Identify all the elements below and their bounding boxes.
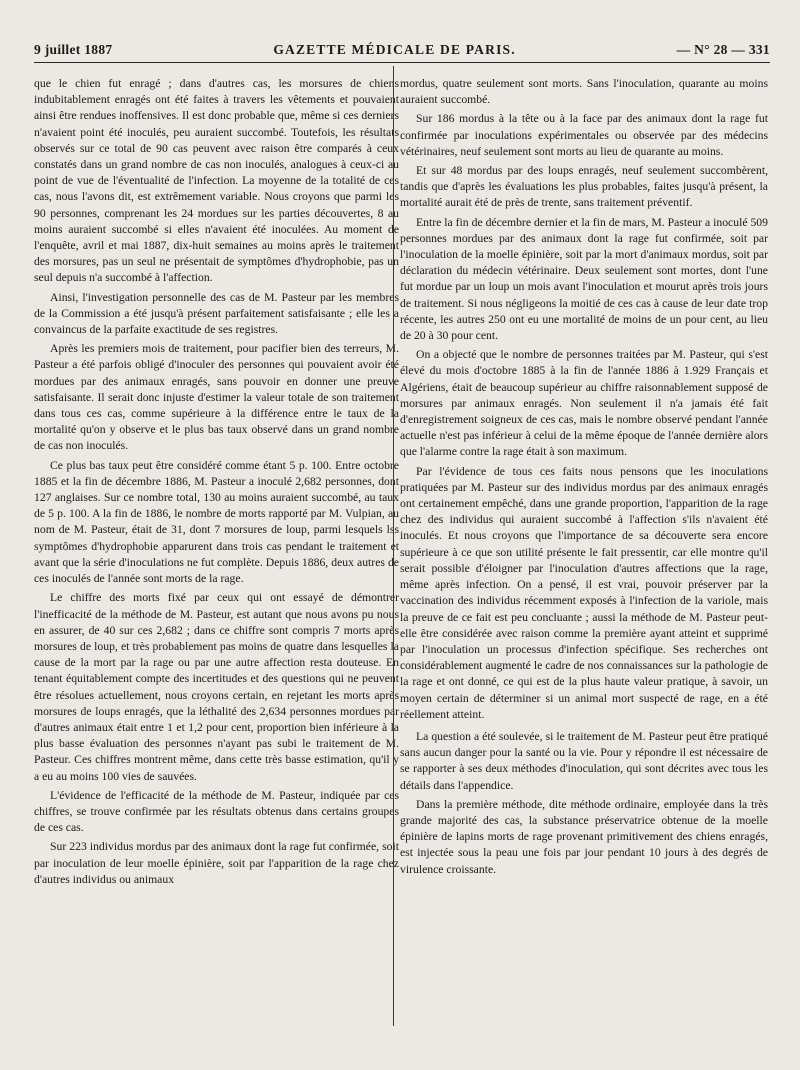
header-rule [34,62,770,63]
column-divider [393,66,394,1026]
paragraph: Ainsi, l'investigation personnelle des cas de M. Pasteur par les membres de la Commission a été jusqu'à présent parfaitement satisfaisante ; elle les a convaincus de la parfaite exactitude de ses registres. [34,290,399,337]
header-page-number: — N° 28 — 331 [676,42,770,57]
paragraph: Et sur 48 mordus par des loups enragés, neuf seulement succombèrent, tandis que d'après les évaluations les plus probables, faites jusqu'à présent, la mortalité aurait été de près de trente, sans traitement préventif. [400,164,768,210]
paragraph: Le chiffre des morts fixé par ceux qui ont essayé de démontrer l'inefficacité de la méthode de M. Pasteur, est autant que nous avons pu nous en assurer, de 40 sur ces 2,682 ; dans ce chiffre sont compris 7 morts après morsures de loup, et très probablement pas moins de quatre dans lesquelles la cause de la mort par la rage ou par une autre affection resta douteuse. En tenant équitablement compte des incertitudes et des questions qui ne peuvent être résolues actuellement, nous croyons certain, en rejetant les morts après morsures de loups enragés, que la léthalité des 2,634 personnes mordues par d'autres animaux était entre 1 et 1,2 pour cent, proportion bien inférieure à la plus basse évaluation des personnes n'ayant pas subi le traitement de M. Pasteur. Ces chiffres montrent même, dans cette très basse estimation, qu'il y a eu au moins 100 vies de sauvées. [34,591,399,783]
page-header [34,42,770,60]
paragraph: Ce plus bas taux peut être considéré comme étant 5 p. 100. Entre octobre 1885 et la fin de décembre 1886, M. Pasteur a inoculé 2,682 personnes, dont 127 anglaises. Sur ce nombre total, 130 au moins auraient succombé, au taux de 5 p. 100. A la fin de 1886, le nombre de morts rapporté par M. Vulpian, au nom de M. Pasteur, était de 31, dont 7 morsures de loup, parmi lesquels lss symptômes d'hydrophobie apparurent dans trois cas pendant le traitement et avant que la série d'inoculations ne fut complète. Depuis 1886, deux autres de ces inoculés de l'année sont morts de la rage. [34,458,399,586]
paragraph: Dans la première méthode, dite méthode ordinaire, employée dans la très grande majorité des cas, la substance préservatrice obtenue de la moelle épinière de lapins morts de rage provenant primitivement des chiens enragés, est injectée sous la peau une fois par jour pendant 10 jours à des degrés de virulence croissante. [400,797,768,876]
paragraph: Après les premiers mois de traitement, pour pacifier bien des terreurs, M. Pasteur a été parfois obligé d'inoculer des personnes qui pouvaient avoir été mordues par des animaux enragés, sans pouvoir en donner une preuve satisfaisante. Il serait donc injuste d'estimer la valeur totale de son traitement dans tous ces cas, comme supérieure à la différence entre le taux de la mortalité qu'on y observe et le plus bas taux observé dans un grand nombre de cas non inoculés. [34,342,399,453]
paragraph: Par l'évidence de tous ces faits nous pensons que les inoculations pratiquées par M. Pasteur sur des individus mordus par des animaux enragés ont certainement empêché, dans une grande proportion, l'apparition de la rage chez des individus qui auraient succombé à l'affection s'ils n'avaient été inoculés. Et nous croyons que l'importance de sa découverte sera encore supérieure à ce que son utilité présente le fait pressentir, car elle montre qu'il serait possible d'éloigner par l'inoculation d'autres affections que la rage, même après infection. On a pensé, il est vrai, pouvoir préserver par la vaccination des individus récemment exposés à l'infection de la variole, mais la preuve de ce fait est peu concluante ; aussi la méthode de M. Pasteur peut-elle être considérée avec raison comme la première ayant atteint et supprimé par l'inoculation un processus d'infection spécifique. Ses recherches ont considérablement augmenté le cadre de nos connaissances sur la pathologie de la rage et ont donné, ce qui est de la plus haute valeur pratique, à savoir, un moyen certain de déterminer si un animal mort suspecté de rage, en a été réellement atteint. [400,464,768,721]
header-title: GAZETTE MÉDICALE DE PARIS. [273,42,516,57]
left-column [34,76,399,891]
header-date: 9 juillet 1887 [34,42,113,57]
right-column [400,76,768,881]
paragraph: Entre la fin de décembre dernier et la fin de mars, M. Pasteur a inoculé 509 personnes mordues par des animaux dont la rage fut confirmée, soit par l'inoculation de la moelle épinière, soit par la mort d'animaux mordus, soit par déclaration du médecin vétérinaire. Deux seulement sont mortes, dont l'une fut mordue par un loup un mois avant l'inoculation et mourut après trois jours de traitement. Si nous négligeons la moitié de ces cas à cause de leur date trop récente, les autres 250 ont eu une mortalité de moins de un pour cent, au lieu de 20 à 30 pour cent. [400,215,768,343]
paragraph: Sur 223 individus mordus par des animaux dont la rage fut confirmée, soit par inoculation de leur moelle épinière, soit par l'apparition de la rage chez d'autres individus ou animaux [34,840,399,886]
paragraph: La question a été soulevée, si le traitement de M. Pasteur peut être pratiqué sans aucun danger pour la santé ou la vie. Pour y répondre il est nécessaire de se rapporter à ses deux méthodes d'inoculation, qui sont décrites avec tous les détails dans l'appendice. [400,729,768,792]
paragraph: que le chien fut enragé ; dans d'autres cas, les morsures de chiens indubitablement enragés ont été faites à travers les vêtements et pouvaient ainsi être rendues inoffensives. Il est donc probable que, même si ces derniers n'avaient point été inoculés, peu auraient succombé. Toutefois, les résultats observés sur ce total de 90 cas peuvent avec raison être comparés à ceux constatés dans un grand nombre de cas non inoculés, analogues à ceux-ci au point de vue de l'éventualité de l'infection. La moyenne de la totalité de ces cas, nous l'avons dit, est extrêmement variable. Nous croyons que parmi les 90 personnes, comprenant les 24 mordues sur les parties découvertes, 8 au moins auraient succombé si elles n'avaient été inoculées. Au moment de l'enquête, avril et mai 1887, dix-huit semaines au moins après le traitement des morsures, pas un seul ne présentait de symptômes d'hydrophobie, pas un seul depuis n'a succombé à l'affection. [34,77,399,285]
paragraph: On a objecté que le nombre de personnes traitées par M. Pasteur, qui s'est élevé du mois d'octobre 1885 à la fin de l'année 1886 à 1.929 Français et Algériens, était de beaucoup supérieur au chiffre raisonnablement supposé de morsures par animaux enragés. Non seulement il n'a jamais été fait d'enregistrement soigneux de ces cas, mais le nombre observé pendant l'année actuelle n'est pas inférieur à celui de la même époque de l'année dernière alors que l'alarme contre la rage était à son maximum. [400,348,768,459]
paragraph: mordus, quatre seulement sont morts. Sans l'inoculation, quarante au moins auraient succombé. [400,77,768,107]
paragraph: Sur 186 mordus à la tête ou à la face par des animaux dont la rage fut confirmée par inoculations expérimentales ou observée par des médecins vétérinaires, neuf seulement sont morts au lieu de quarante au moins. [400,112,768,158]
paragraph: L'évidence de l'efficacité de la méthode de M. Pasteur, indiquée par ces chiffres, se trouve confirmée par les résultats obtenus dans certains groupes de ces cas. [34,788,399,835]
